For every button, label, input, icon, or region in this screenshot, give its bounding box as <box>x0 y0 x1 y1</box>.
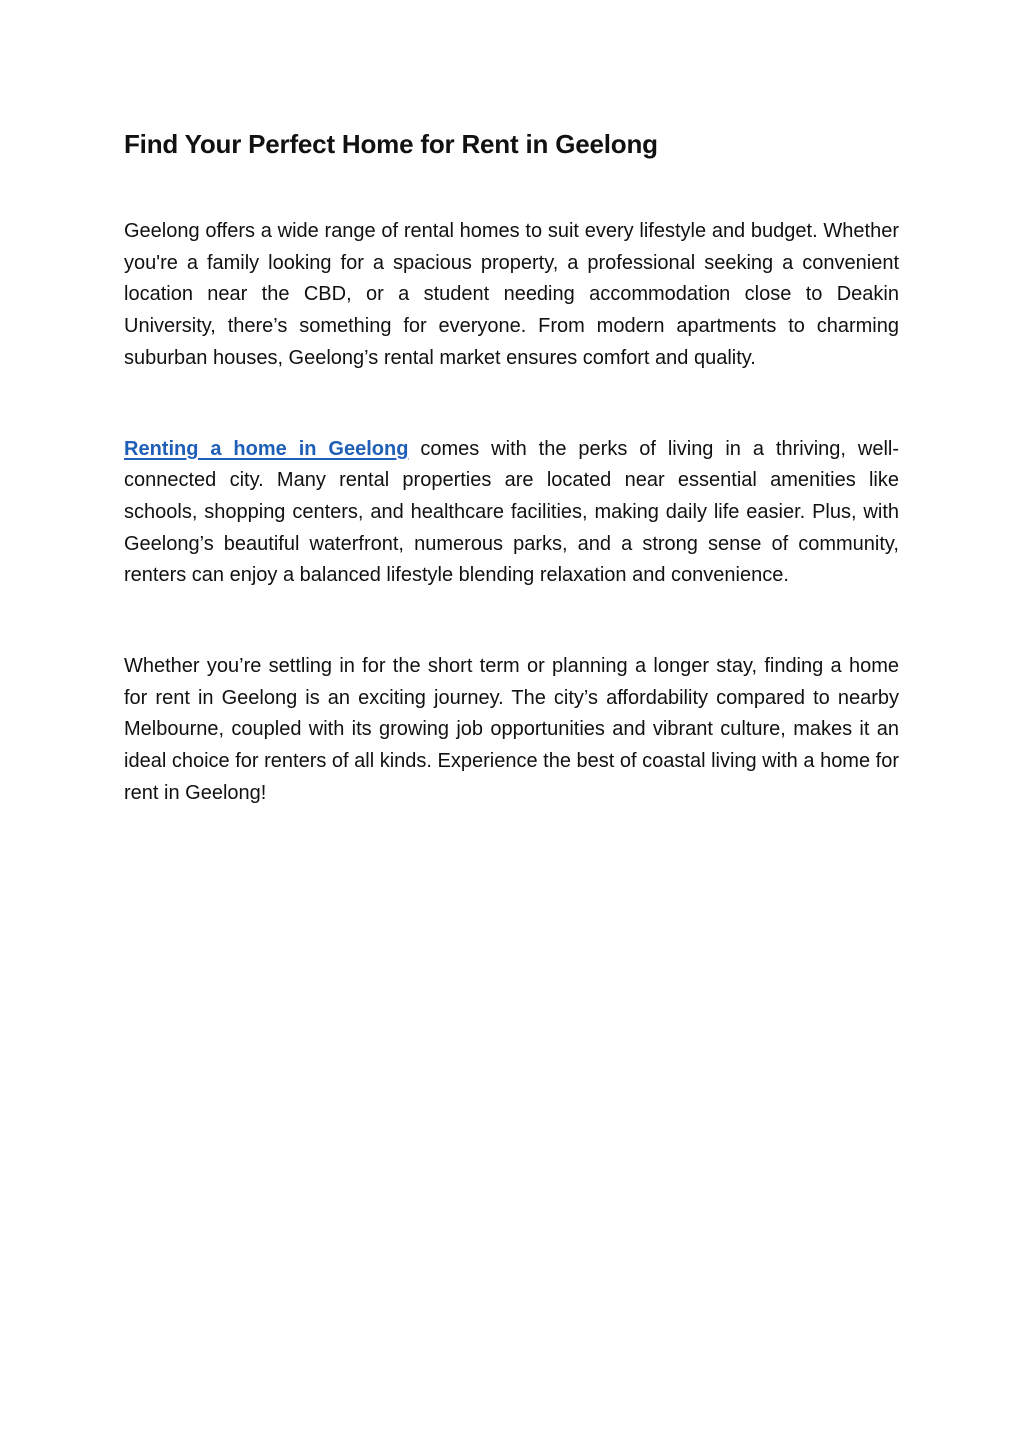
document-page <box>124 126 899 810</box>
closing-paragraph: Whether you’re settling in for the short term or planning a longer stay, finding a home for rent in Geelong is an exciting journey. The city’s affordability compared to nearby Melbourne, coupled with its growing job opportunities and vibrant culture, makes it an ideal choice for renters of all kinds. Experience the best of coastal living with a home for rent in Geelong! <box>124 655 899 804</box>
page-title: Find Your Perfect Home for Rent in Geelong <box>124 129 658 159</box>
renting-home-link[interactable]: Renting a home in Geelong <box>124 437 409 460</box>
renting-paragraph <box>124 434 899 593</box>
renting-paragraph-text: comes with the perks of living in a thriving, well-connected city. Many rental properties are located near essential amenities like schools, shopping centers, and healthcare facilities, making daily life easier. Plus, with Geelong’s beautiful waterfront, numerous parks, and a strong sense of community, renters can enjoy a balanced lifestyle blending relaxation and convenience. <box>124 437 899 587</box>
intro-paragraph: Geelong offers a wide range of rental homes to suit every lifestyle and budget. Whether you're a family looking for a spacious property, a professional seeking a convenient location near the CBD, or a student needing accommodation close to Deakin University, there’s something for everyone. From modern apartments to charming suburban houses, Geelong’s rental market ensures comfort and quality. <box>124 220 899 369</box>
